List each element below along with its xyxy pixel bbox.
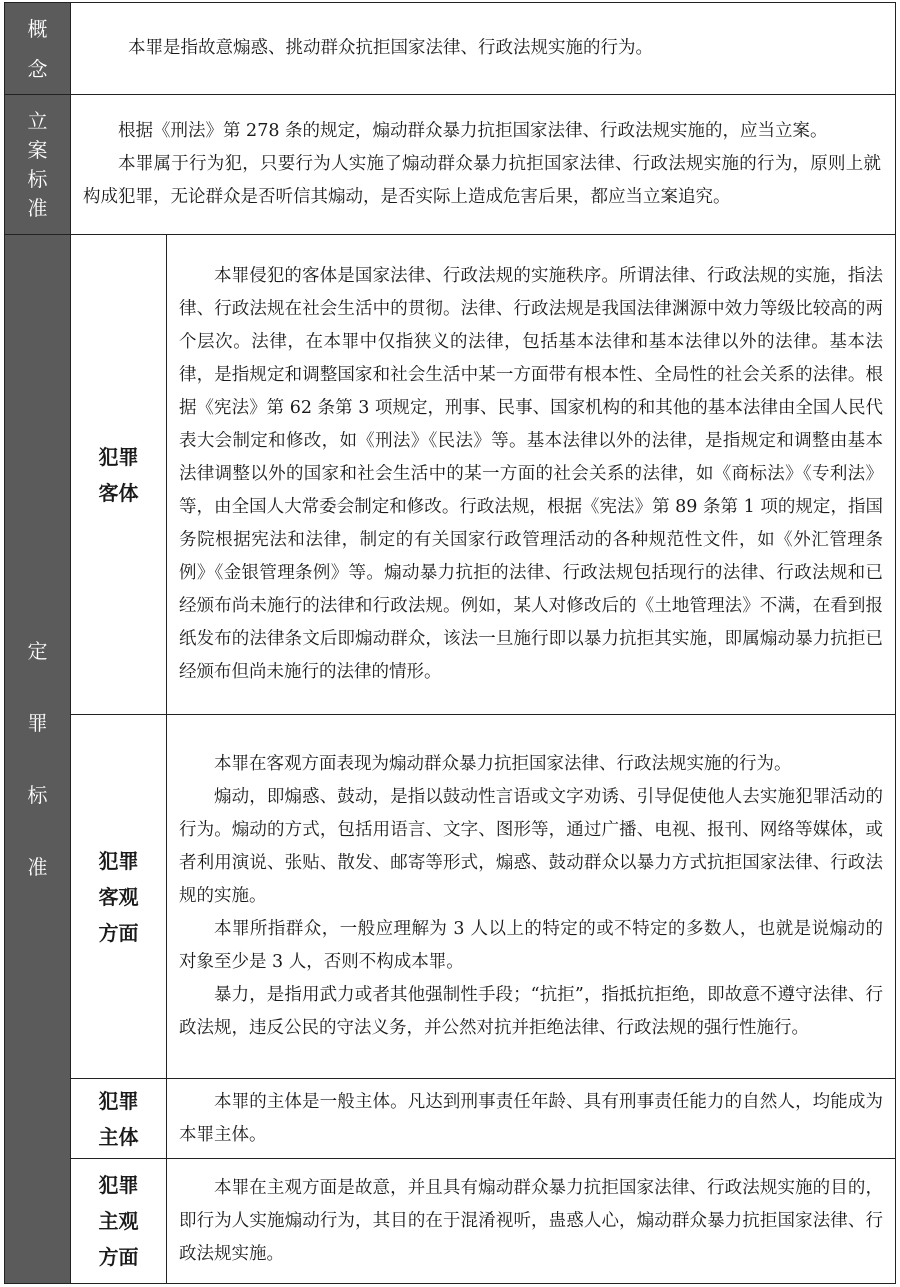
- label-cell-concept: [5, 3, 71, 94]
- document-table: [4, 2, 896, 1284]
- sublabel-cell-object: [71, 235, 167, 714]
- object-paragraph: 本罪侵犯的客体是国家法律、行政法规的实施秩序。所谓法律、行政法规的实施，指法律、行政法规在社会生活中的贯彻。法律、行政法规是我国法律渊源中效力等级比较高的两个层次。法律，在本罪中仅指狭义的法律，包括基本法律和基本法律以外的法律。基本法律，是指规定和调整国家和社会生活中某一方面带有根本性、全局性的社会关系的法律。根据《宪法》第 62 条第 3 项规定，刑事、民事、国家机构的和其他的基本法律由全国人民代表大会制定和修改，如《刑法》《民法》等。基本法律以外的法律，是指规定和调整由基本法律调整以外的国家和社会生活中的某一方面的社会关系的法律，如《商标法》《专利法》等，由全国人大常委会制定和修改。行政法规，根据《宪法》第 89 条第 1 项的规定，指国务院根据宪法和法律，制定的有关国家行政管理活动的各种规范性文件，如《外汇管理条例》《金银管理条例》等。煽动暴力抗拒的法律、行政法规包括现行的法律、行政法规和已经颁布尚未施行的法律和行政法规。例如，某人对修改后的《土地管理法》不满，在看到报纸发布的法律条文后即煽动群众，该法一旦施行即以暴力抗拒其实施，即属煽动暴力抗拒已经颁布但尚未施行的法律的情形。: [179, 266, 883, 682]
- sublabel-subjective: 犯罪主观方面: [98, 1173, 139, 1269]
- row-filing-standard: [5, 95, 895, 235]
- sublabel-cell-objective: [71, 715, 167, 1078]
- subject-paragraph: 本罪的主体是一般主体。凡达到刑事责任年龄、具有刑事责任能力的自然人，均能成为本罪主体。: [179, 1091, 883, 1145]
- label-cell-filing: [5, 95, 71, 234]
- sublabel-objective: 犯罪客观方面: [98, 848, 139, 945]
- concept-text: 本罪是指故意煽惑、挑动群众抗拒国家法律、行政法规实施的行为。: [128, 38, 653, 58]
- objective-paragraph: 本罪所指群众，一般应理解为 3 人以上的特定的或不特定的多数人，也就是说煽动的对象至少是 3 人，否则不构成本罪。: [179, 919, 883, 972]
- sublabel-cell-subjective: [71, 1159, 167, 1283]
- subrow-crime-object: [71, 235, 895, 715]
- row-conviction-standard: [5, 235, 895, 1283]
- label-conviction: 定罪标准: [27, 639, 48, 879]
- objective-paragraph: 暴力，是指用武力或者其他强制性手段；“抗拒”，指抵抗拒绝，即故意不遵守法律、行政法规，违反公民的守法义务，并公然对抗并拒绝法律、行政法规的强行性施行。: [179, 985, 883, 1038]
- objective-paragraph: 本罪在客观方面表现为煽动群众暴力抗拒国家法律、行政法规实施的行为。: [214, 754, 792, 774]
- filing-paragraph: 本罪属于行为犯，只要行为人实施了煽动群众暴力抗拒国家法律、行政法规实施的行为，原则上就构成犯罪，无论群众是否听信其煽动，是否实际上造成危害后果，都应当立案追究。: [83, 154, 881, 207]
- sublabel-cell-subject: [71, 1079, 167, 1158]
- sublabel-object: 犯罪客体: [98, 444, 139, 505]
- objective-text-cell: [167, 715, 895, 1078]
- sublabel-subject: 犯罪主体: [98, 1088, 139, 1149]
- filing-text-cell: [71, 95, 895, 234]
- subrow-subjective-aspect: [71, 1159, 895, 1283]
- subrow-crime-subject: [71, 1079, 895, 1159]
- filing-paragraph: 根据《刑法》第 278 条的规定，煽动群众暴力抗拒国家法律、行政法规实施的，应当立案。: [118, 121, 828, 141]
- subjective-text-cell: [167, 1159, 895, 1283]
- label-concept: 概念: [27, 16, 48, 81]
- objective-paragraph: 煽动，即煽惑、鼓动，是指以鼓动性言语或文字劝诱、引导促使他人去实施犯罪活动的行为。煽动的方式，包括用语言、文字、图形等，通过广播、电视、报刊、网络等媒体，或者利用演说、张贴、散发、邮寄等形式，煽惑、鼓动群众以暴力方式抗拒国家法律、行政法规的实施。: [179, 787, 883, 906]
- concept-text-cell: [71, 3, 895, 94]
- label-cell-conviction: [5, 235, 71, 1283]
- object-text-cell: [167, 235, 895, 714]
- row-concept: [5, 3, 895, 95]
- subject-text-cell: [167, 1079, 895, 1158]
- subjective-paragraph: 本罪在主观方面是故意，并且具有煽动群众暴力抗拒国家法律、行政法规实施的目的，即行为人实施煽动行为，其目的在于混淆视听，蛊惑人心，煽动群众暴力抗拒国家法律、行政法规实施。: [179, 1177, 883, 1264]
- label-filing: 立案标准: [27, 108, 48, 220]
- subrow-objective-aspect: [71, 715, 895, 1079]
